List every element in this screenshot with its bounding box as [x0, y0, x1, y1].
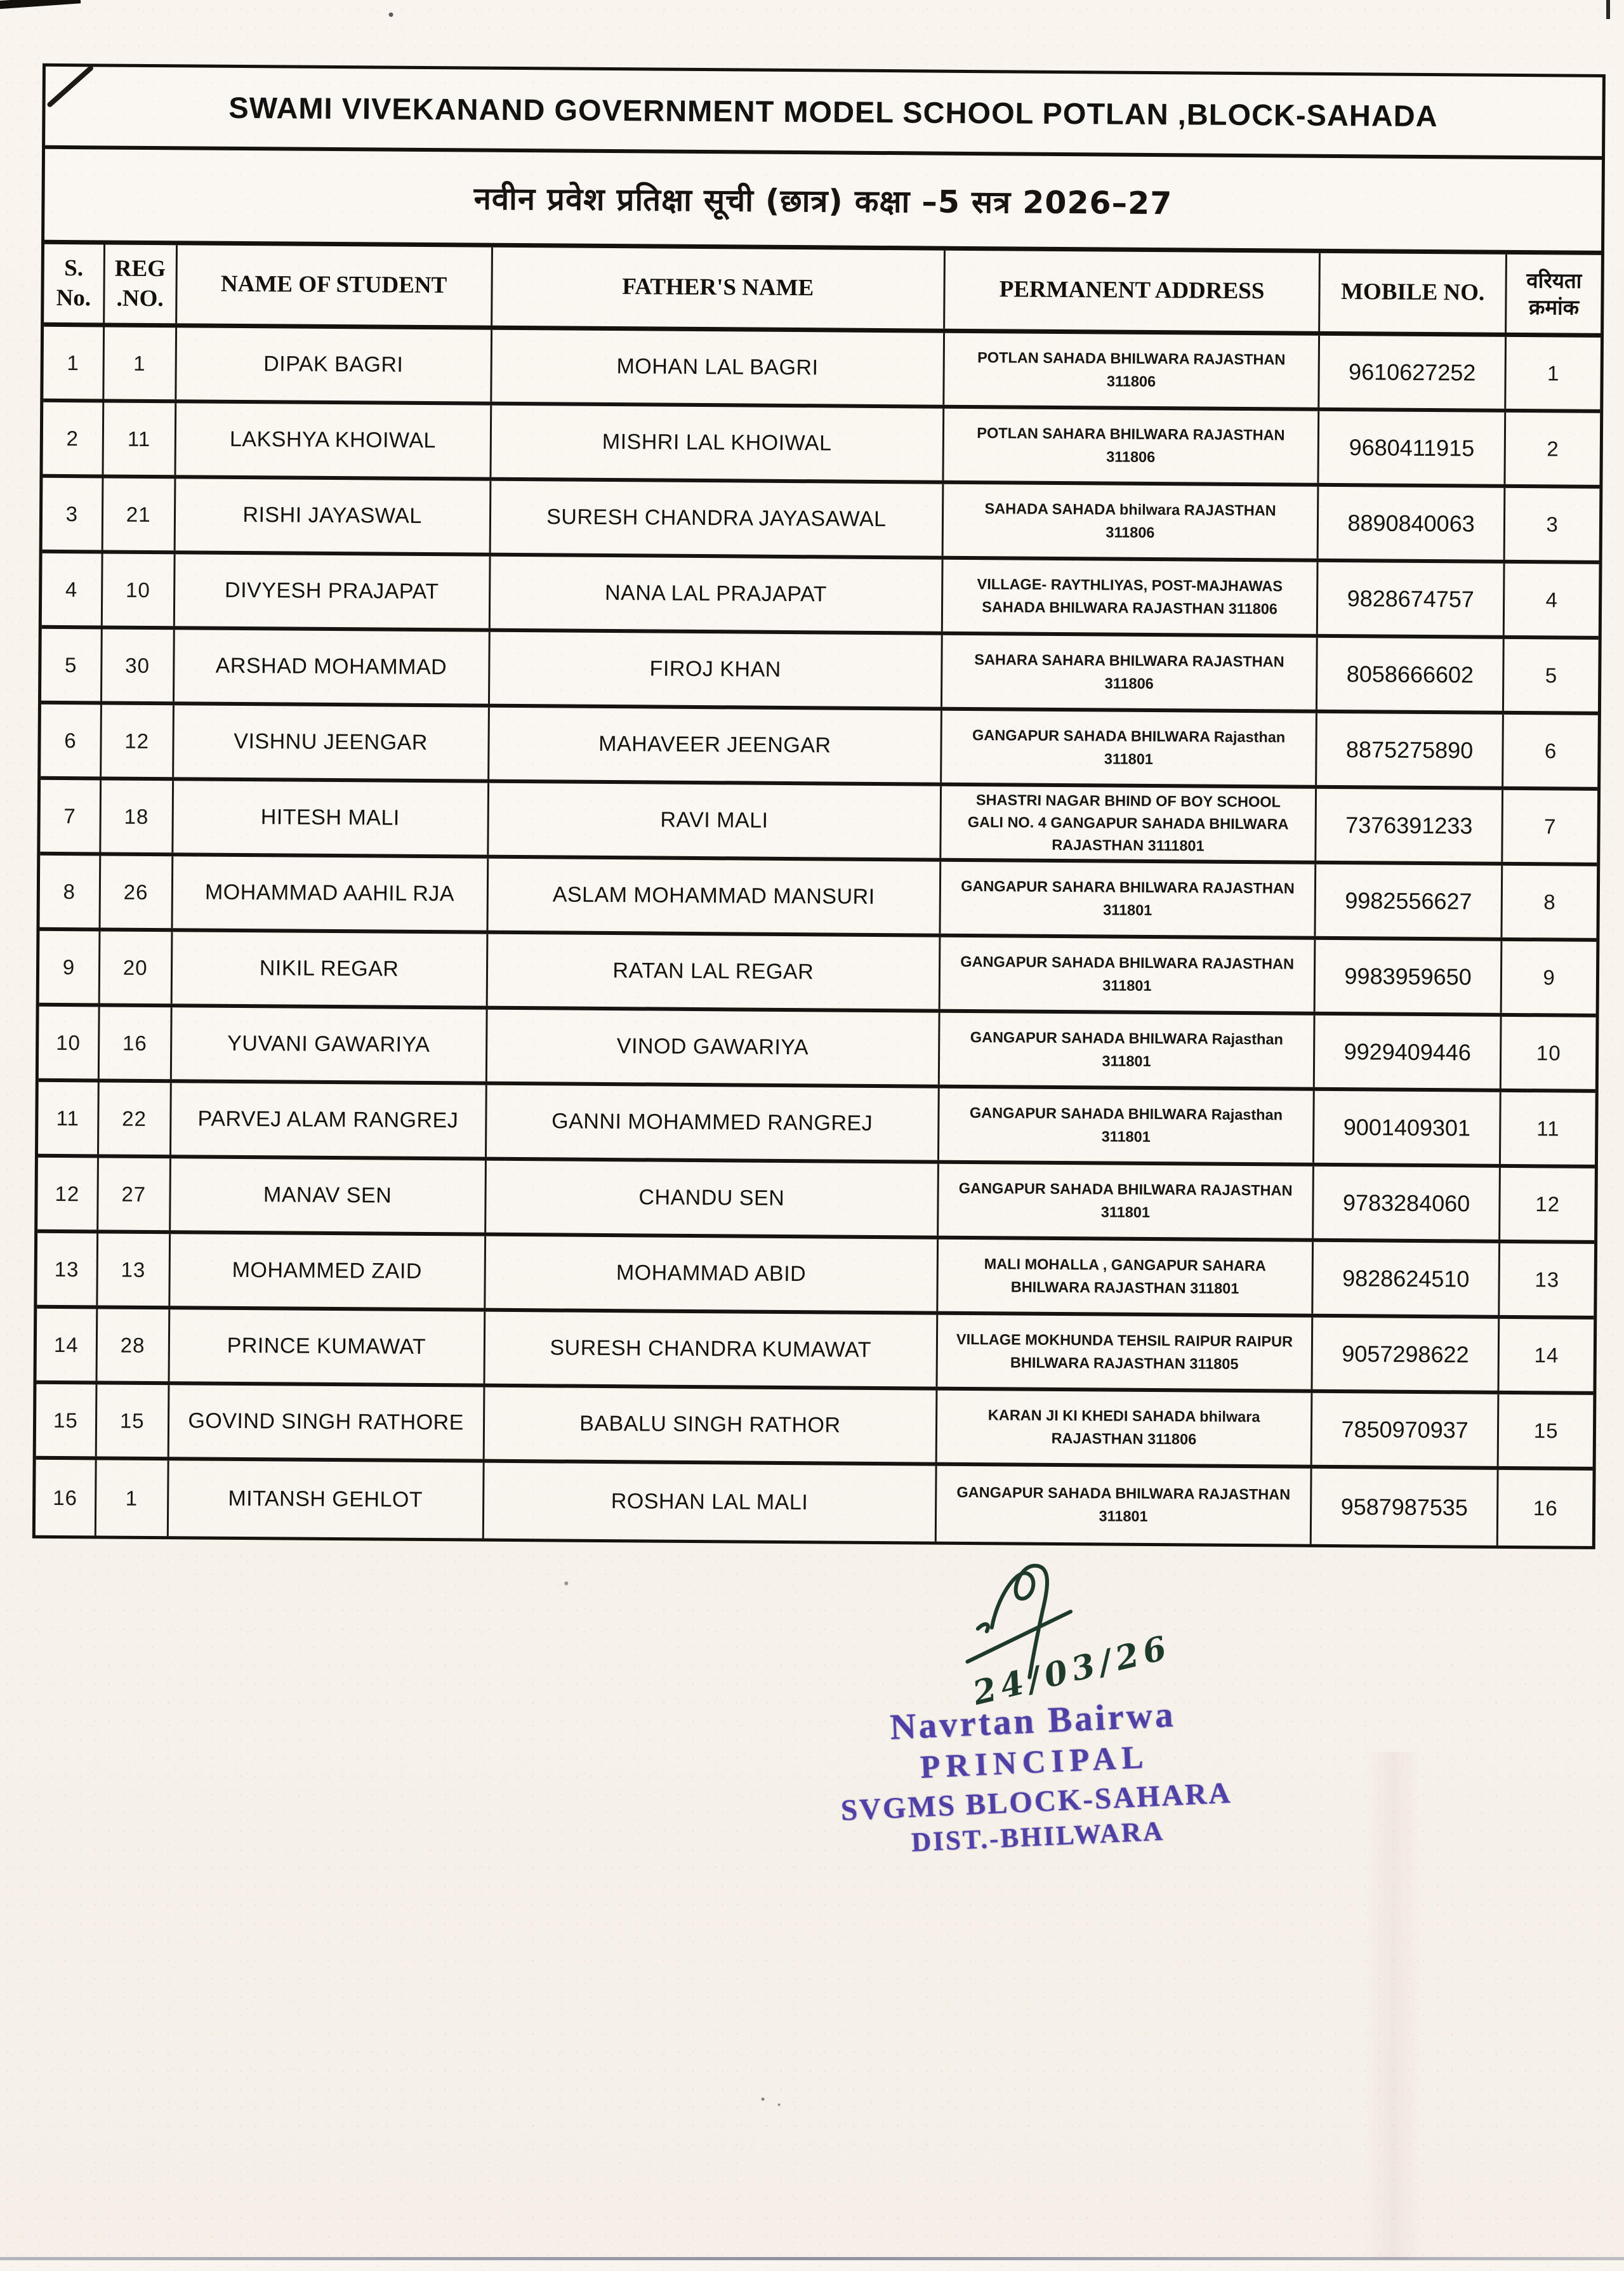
serial-number-cell: 2 [43, 402, 104, 475]
serial-number-cell: 16 [36, 1460, 97, 1536]
ink-speck [762, 2098, 765, 2101]
header-mobile-number: MOBILE NO. [1320, 253, 1507, 333]
registration-number-cell: 20 [100, 931, 173, 1003]
father-name-cell: CHANDU SEN [486, 1161, 939, 1236]
table-row [37, 1233, 1594, 1320]
registration-number-cell: 15 [96, 1384, 169, 1457]
father-name-cell: MOHAN LAL BAGRI [492, 330, 945, 405]
serial-number-cell: 13 [37, 1233, 98, 1306]
registration-number-cell: 30 [102, 629, 175, 701]
priority-number-cell: 4 [1545, 587, 1559, 611]
permanent-address-cell: MALI MOHALLA , GANGAPUR SAHARA BHILWARA RAJASTHAN 311801 [938, 1240, 1314, 1314]
permanent-address-cell: GANGAPUR SAHADA BHILWARA Rajasthan 311801 [942, 711, 1317, 785]
mobile-number-cell: 9982556627 [1316, 864, 1503, 937]
father-name-cell: SURESH CHANDRA KUMAWAT [485, 1312, 938, 1387]
father-name-cell: MISHRI LAL KHOIWAL [491, 406, 944, 480]
stamp-district: DIST.-BHILWARA [911, 1816, 1166, 1858]
table-row [39, 931, 1597, 1017]
serial-number-cell: 15 [36, 1384, 98, 1457]
table-row [36, 1309, 1594, 1395]
permanent-address-cell: GANGAPUR SAHADA BHILWARA RAJASTHAN 311801 [937, 1466, 1312, 1544]
subtitle-row [44, 149, 1602, 255]
scan-edge-artifact [1606, 0, 1610, 19]
father-name-cell: MAHAVEER JEENGAR [489, 708, 942, 783]
serial-number-cell: 7 [40, 780, 102, 852]
table-row [41, 629, 1599, 715]
serial-number-cell: 6 [41, 705, 102, 777]
registration-number-cell: 12 [102, 705, 175, 777]
priority-number-cell: 16 [1533, 1495, 1558, 1520]
student-name-cell: ARSHAD MOHAMMAD [175, 630, 491, 703]
student-name-cell: YUVANI GAWARIYA [171, 1007, 487, 1081]
mobile-number-cell: 9929409446 [1315, 1016, 1502, 1089]
priority-number-cell: 13 [1535, 1267, 1560, 1292]
header-registration-number: REG .NO. [105, 244, 178, 323]
serial-number-cell: 4 [42, 553, 103, 626]
stamp-principal-name: Navrtan Bairwa [888, 1694, 1177, 1748]
student-name-cell: NIKIL REGAR [172, 932, 488, 1005]
permanent-address-cell: GANGAPUR SAHADA BHILWARA Rajasthan 311801 [940, 1013, 1316, 1087]
mobile-number-cell: 8890840063 [1319, 487, 1506, 560]
scanner-streak-artifact [1364, 1752, 1422, 2260]
student-name-cell: RISHI JAYASWAL [175, 479, 491, 552]
priority-number-cell: 8 [1543, 889, 1556, 913]
scan-bottom-edge [0, 2257, 1624, 2260]
registration-number-cell: 28 [97, 1309, 170, 1381]
mobile-number-cell: 9057298622 [1312, 1318, 1500, 1391]
table-row [42, 553, 1599, 640]
mobile-number-cell: 8058666602 [1317, 638, 1505, 711]
father-name-cell: FIROJ KHAN [490, 632, 943, 707]
permanent-address-cell: POTLAN SAHADA BHILWARA RAJASTHAN 311806 [944, 333, 1320, 407]
mobile-number-cell: 7850970937 [1312, 1393, 1500, 1466]
permanent-address-cell: SHASTRI NAGAR BHIND OF BOY SCHOOL GALI NO. 4 GANGAPUR SAHADA BHILWARA RAJASTHAN 3111801 [941, 786, 1317, 861]
school-title: SWAMI VIVEKANAND GOVERNMENT MODEL SCHOOL POTLAN ,BLOCK-SAHADA [228, 90, 1438, 133]
table-row [38, 1082, 1595, 1169]
priority-number-cell: 14 [1534, 1342, 1559, 1367]
header-permanent-address: PERMANENT ADDRESS [945, 251, 1321, 331]
student-name-cell: MANAV SEN [171, 1158, 487, 1232]
serial-number-cell: 3 [43, 478, 104, 550]
registration-number-cell: 1 [104, 327, 177, 399]
header-priority-number-hindi: वरियता क्रमांक [1526, 268, 1582, 320]
mobile-number-cell: 9680411915 [1319, 411, 1506, 484]
student-name-cell: PRINCE KUMAWAT [169, 1309, 485, 1383]
registration-number-cell: 21 [103, 478, 176, 550]
permanent-address-cell: GANGAPUR SAHARA BHILWARA RAJASTHAN 311801 [941, 862, 1317, 936]
permanent-address-cell: SAHARA SAHARA BHILWARA RAJASTHAN 311806 [942, 635, 1318, 710]
table-row [41, 705, 1598, 791]
priority-number-cell: 1 [1547, 361, 1560, 385]
registration-number-cell: 27 [98, 1158, 171, 1230]
admission-waiting-list-table [32, 63, 1606, 1549]
header-father-name: FATHER'S NAME [492, 248, 946, 329]
header-serial-number: S. No. [44, 244, 105, 323]
student-name-cell: VISHNU JEENGAR [174, 705, 490, 779]
registration-number-cell: 13 [98, 1233, 171, 1306]
priority-number-cell: 3 [1546, 512, 1559, 536]
mobile-number-cell: 9828624510 [1313, 1242, 1500, 1315]
ink-speck [389, 13, 393, 17]
priority-number-cell: 7 [1543, 814, 1557, 838]
priority-number-cell: 12 [1535, 1191, 1561, 1216]
ink-speck [564, 1582, 568, 1586]
permanent-address-cell: GANGAPUR SAHADA BHILWARA RAJASTHAN 311801 [941, 937, 1316, 1012]
serial-number-cell: 1 [43, 327, 105, 399]
father-name-cell: NANA LAL PRAJAPAT [490, 557, 943, 632]
stamp-designation: PRINCIPAL [919, 1739, 1150, 1785]
registration-number-cell: 22 [99, 1082, 172, 1155]
table-row [39, 1007, 1596, 1093]
registration-number-cell: 1 [96, 1460, 169, 1536]
table-row [39, 856, 1597, 942]
mobile-number-cell: 9001409301 [1314, 1091, 1502, 1164]
table-row [43, 478, 1600, 564]
mobile-number-cell: 9983959650 [1316, 940, 1503, 1013]
serial-number-cell: 11 [38, 1082, 100, 1155]
serial-number-cell: 9 [39, 931, 101, 1003]
student-name-cell: PARVEJ ALAM RANGREJ [171, 1083, 487, 1156]
student-name-cell: MOHAMMED ZAID [170, 1234, 486, 1308]
mobile-number-cell: 9828674757 [1318, 562, 1505, 635]
list-subtitle-hindi: नवीन प्रवेश प्रतिक्षा सूची (छात्र) कक्षा –5 सत्र 2026–27 [473, 180, 1173, 222]
table-row [37, 1158, 1595, 1244]
student-name-cell: DIVYESH PRAJAPAT [175, 554, 491, 628]
mobile-number-cell: 8875275890 [1317, 713, 1504, 786]
father-name-cell: RATAN LAL REGAR [487, 934, 941, 1009]
father-name-cell: ROSHAN LAL MALI [484, 1463, 937, 1542]
father-name-cell: RAVI MALI [489, 783, 942, 858]
mobile-number-cell: 9783284060 [1314, 1167, 1501, 1240]
table-row [40, 780, 1597, 866]
registration-number-cell: 16 [100, 1007, 173, 1079]
permanent-address-cell: VILLAGE MOKHUNDA TEHSIL RAIPUR RAIPUR BHILWARA RAJASTHAN 311805 [938, 1315, 1314, 1389]
father-name-cell: GANNI MOHAMMED RANGREJ [487, 1085, 940, 1160]
permanent-address-cell: POTLAN SAHARA BHILWARA RAJASTHAN 311806 [944, 409, 1320, 483]
stamp-school-block: SVGMS BLOCK-SAHARA [840, 1776, 1233, 1827]
table-body [36, 327, 1601, 1546]
table-header-row [44, 244, 1601, 338]
priority-number-cell: 10 [1536, 1040, 1561, 1065]
permanent-address-cell: SAHADA SAHADA bhilwara RAJASTHAN 311806 [944, 484, 1319, 559]
registration-number-cell: 18 [101, 780, 174, 852]
table-row [36, 1384, 1594, 1471]
handwritten-date: 24/03/26 [969, 1627, 1175, 1713]
title-row [45, 67, 1602, 160]
table-row [43, 402, 1600, 489]
table-row [36, 1460, 1593, 1546]
father-name-cell: BABALU SINGH RATHOR [484, 1387, 937, 1462]
permanent-address-cell: KARAN JI KI KHEDI SAHADA bhilwara RAJASTHAN 311806 [937, 1391, 1313, 1465]
serial-number-cell: 8 [39, 856, 101, 928]
student-name-cell: DIPAK BAGRI [176, 328, 492, 401]
student-name-cell: HITESH MALI [173, 781, 489, 854]
mobile-number-cell: 7376391233 [1316, 789, 1503, 862]
father-name-cell: SURESH CHANDRA JAYASAWAL [491, 481, 944, 556]
serial-number-cell: 5 [41, 629, 103, 701]
ink-speck [778, 2103, 781, 2106]
header-student-name: NAME OF STUDENT [177, 245, 493, 325]
student-name-cell: LAKSHYA KHOIWAL [176, 403, 492, 477]
father-name-cell: VINOD GAWARIYA [487, 1010, 940, 1085]
registration-number-cell: 10 [103, 553, 176, 626]
serial-number-cell: 14 [37, 1309, 98, 1381]
table-row [43, 327, 1601, 413]
priority-number-cell: 2 [1547, 436, 1559, 460]
student-name-cell: MITANSH GEHLOT [168, 1460, 484, 1538]
priority-number-cell: 5 [1545, 663, 1558, 687]
father-name-cell: MOHAMMAD ABID [485, 1236, 939, 1311]
priority-number-cell: 15 [1533, 1418, 1559, 1442]
serial-number-cell: 12 [37, 1158, 99, 1230]
permanent-address-cell: GANGAPUR SAHADA BHILWARA Rajasthan 311801 [939, 1089, 1315, 1163]
registration-number-cell: 11 [103, 402, 176, 475]
registration-number-cell: 26 [100, 856, 173, 928]
priority-number-cell: 6 [1544, 738, 1557, 762]
priority-number-cell: 9 [1543, 965, 1555, 989]
priority-number-cell: 11 [1536, 1116, 1560, 1140]
student-name-cell: GOVIND SINGH RATHORE [169, 1385, 485, 1459]
permanent-address-cell: GANGAPUR SAHADA BHILWARA RAJASTHAN 311801 [939, 1164, 1314, 1238]
mobile-number-cell: 9610627252 [1319, 336, 1507, 409]
father-name-cell: ASLAM MOHAMMAD MANSURI [488, 859, 941, 934]
serial-number-cell: 10 [39, 1007, 100, 1079]
mobile-number-cell: 9587987535 [1312, 1469, 1499, 1546]
student-name-cell: MOHAMMAD AAHIL RJA [173, 856, 489, 930]
permanent-address-cell: VILLAGE- RAYTHLIYAS, POST-MAJHAWAS SAHADA BHILWARA RAJASTHAN 311806 [943, 560, 1319, 634]
principal-stamp [794, 1690, 1276, 1864]
